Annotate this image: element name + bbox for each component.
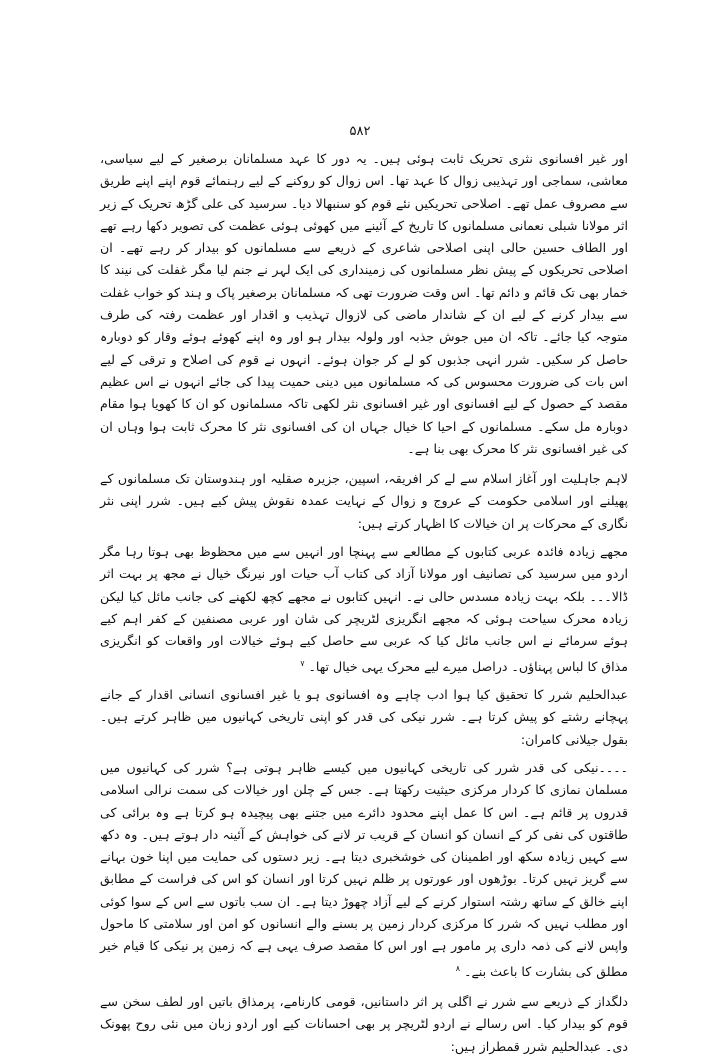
paragraph-values-text: عبدالحلیم شرر کا تحقیق کیا ہوا ادب چاہے وہ افسانوی ہو یا غیر افسانوی انسانی اقدار کے جانے پہچانے رشتے کو پیش کرتا ہے۔ شرر نیکی کی قدر کو اپنی تاریخی کہانیوں میں ظاہر کرتے ہیں۔ بقول جیلانی کامران: [100, 687, 628, 747]
quotation-jilani-kamran-text: ۔۔۔۔نیکی کی قدر شرر کی تاریخی کہانیوں میں کیسے ظاہر ہوتی ہے؟ شرر کی کہانیوں میں مسلمان نمازی کا کردار مرکزی حیثیت رکھتا ہے۔ جس کے چلن اور خیالات کی سمت نرالی اسلامی قدروں پر قائم ہے۔ اس کا عمل اپنے محدود دائرے میں جتنے بھی پیچیدہ ہو کرتا ہے وہ برائی کی طاقتوں کی نفی کر کے انسان کو انسان کے قریب تر لانے کی خواہش کے آئینہ دار ہوتے ہیں۔ وہ دکھ سے کہیں زیادہ سکھ اور اطمینان کی خوشخبری دیتا ہے۔ زیر دستوں کی حمایت میں اپنا خون بہانے سے گریز نہیں کرتا۔ بوڑھوں اور عورتوں پر ظلم نہیں کرتا اور انسان کو اس کی فراست کے مطابق اپنے خالق کے ساتھ رشتہ استوار کرنے کے لیے آزاد چھوڑ دیتا ہے۔ ان سب باتوں سے اس کے سوا کوئی اور مطلب نہیں کہ شرر کا مرکزی کردار زمین پر بسنے والے انسانوں کو امن اور سلامتی کا ماحول واپس لانے کی ذمہ داری پر مامور ہے اور اس کا مقصد صرف یہی ہے کہ زمین پر نیکی کا قیام خیر مطلق کی بشارت کا باعث بنے۔ [100, 759, 628, 979]
paragraph-intro [100, 148, 628, 460]
quotation-sharar-text: مجھے زیادہ فائدہ عربی کتابوں کے مطالعے سے پہنچا اور انہیں سے میں محظوظ بھی ہوتا رہا مگر اردو میں سرسید کی تصانیف اور مولانا آزاد کی کتاب آب حیات اور نیرنگ خیال نے مجھ پر بہت اثر ڈالا۔۔۔ بلکہ بہت زیادہ مسدس حالی نے۔ انہیں کتابوں نے مجھے کچھ لکھنے کی جانب مائل کیا لیکن زیادہ محرک سیاحت ہوئی کہ مجھے انگریزی لٹریچر کی شان اور عربی مصنفین کے کفر اہم کیے ہوئے سرمائے نے اس جانب مائل کیا کہ عربی سے حاصل کیے ہوئے خیالات اور واقعات کو انگریزی مذاق کا لباس پہناؤں۔ دراصل میرے لیے محرک یہی خیال تھا۔ [100, 544, 628, 674]
paragraph-values [100, 684, 628, 751]
quotation-sharar [100, 541, 628, 678]
paragraph-dilgudaz [100, 991, 628, 1058]
paragraph-intro-text: اور غیر افسانوی نثری تحریک ثابت ہوئی ہیں۔ یہ دور کا عہد مسلمانان برصغیر کے لیے سیاسی، معاشی، سماجی اور تہذیبی زوال کا عہد تھا۔ اس زوال کو روکنے کے لیے رہنمائے قوم اپنے اپنے طریق سے مصروف عمل تھے۔ اصلاحی تحریکیں نئے قوم کو سنبھالا دیا۔ سرسید کی علی گڑھ تحریک کے زیر اثر مولانا شبلی نعمانی مسلمانوں کا تاریخ کے آئینے میں کھوئی ہوئی عظمت کی تصویر دکھا رہے تھے اور الطاف حسین حالی اپنی اصلاحی شاعری کے ذریعے سے مسلمانوں کو بیدار کر رہے تھے۔ ان اصلاحی تحریکوں کے پیش نظر مسلمانوں کی زمینداری کی ایک لہر نے جنم لیا مگر غفلت کی نیند کا خمار بھی تک قائم و دائم تھا۔ اس وقت ضرورت تھی کہ مسلمانان برصغیر پاک و ہند کو خواب غفلت سے بیدار کرنے کے لیے ان کے شاندار ماضی کی لازوال تہذیب و اقدار اور عظمت رفتہ کی طرف متوجہ کیا جائے۔ تاکہ ان میں جوش جذبہ اور ولولہ بیدار ہو اور وہ اپنے کھوئے ہوئے وقار کو دوبارہ حاصل کر سکیں۔ شرر انہی جذبوں کو لے کر جوان ہوئے۔ انہوں نے قوم کی اصلاح و ترقی کے لیے اس بات کی ضرورت محسوس کی کہ مسلمانوں میں دینی حمیت پیدا کی جائے انہوں نے اس عظیم مقصد کے حصول کے لیے افسانوی اور غیر افسانوی نثر لکھی تاکہ مسلمانوں کو ان کا کھویا ہوا مقام دوبارہ مل سکے۔ مسلمانوں کے احیا کا خیال جہاں ان کی افسانوی نثر کا محرک ثابت ہوا وہاں ان کی غیر افسانوی نثر کا محرک بھی بنا ہے۔ [100, 151, 628, 456]
footnote-mark-7: ۷ [300, 658, 305, 668]
paragraph-history [100, 468, 628, 535]
quotation-jilani-kamran [100, 757, 628, 983]
page-body [100, 148, 628, 1058]
paragraph-history-text: لاہم جاہلیت اور آغاز اسلام سے لے کر افریقہ، اسپین، جزیرہ صقلیہ اور ہندوستان تک مسلمانوں کے پھیلنے اور اسلامی حکومت کے عروج و زوال کے نہایت عمدہ نقوش پیش کیے ہیں۔ شرر اپنی نثر نگاری کے محرکات پر ان خیالات کا اظہار کرتے ہیں: [100, 471, 628, 531]
paragraph-dilgudaz-text: دلگداز کے ذریعے سے شرر نے اگلی پر اثر داستانیں، قومی کارنامے، پرمذاق باتیں اور لطف سخن سے قوم کو بیدار کیا۔ اس رسالے نے اردو لٹریچر پر بھی احسانات کیے اور اردو زبان میں نئی روح پھونک دی۔ عبدالحلیم شرر قمطراز ہیں: [100, 994, 628, 1054]
page-number: ۵۸۲ [349, 124, 371, 139]
footnote-mark-8: ۸ [455, 963, 461, 973]
